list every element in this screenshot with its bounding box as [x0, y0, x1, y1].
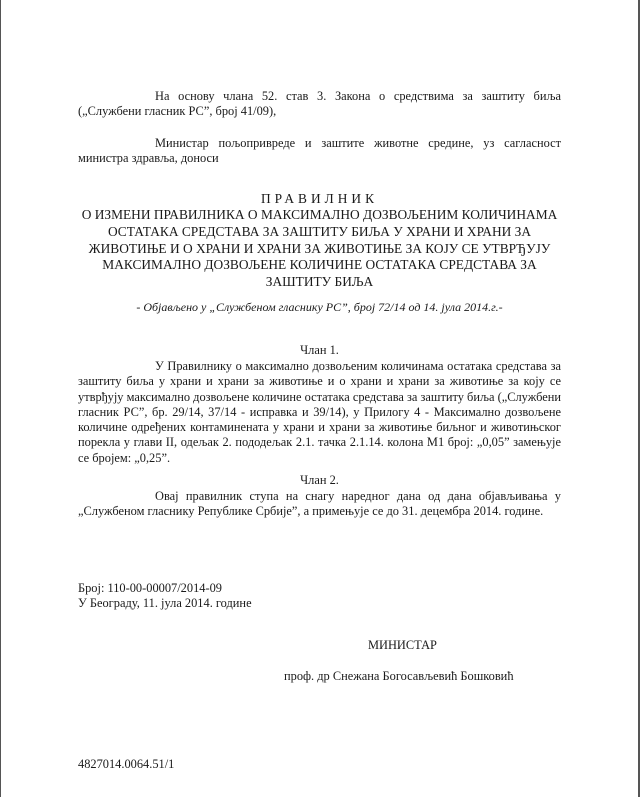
place-and-date: У Београду, 11. јула 2014. године [78, 596, 252, 610]
document-title: ПРАВИЛНИК [260, 191, 379, 206]
signatory-name: проф. др Снежана Богосављевић Бошковић [284, 669, 514, 683]
preamble-minister: Министар пољопривреде и заштите животне средине, уз сагласност министра здравља, доноси [78, 136, 561, 166]
article-1-heading: Члан 1. [300, 343, 339, 357]
subtitle-line: О ИЗМЕНИ ПРАВИЛНИКА О МАКСИМАЛНО ДОЗВОЉЕНИМ КОЛИЧИНАМА [81, 207, 558, 222]
publication-note: - Објављено у „Службеном гласнику РС”, број 72/14 од 14. јула 2014.г.- [136, 300, 503, 314]
subtitle-line: ЖИВОТИЊЕ И О ХРАНИ И ХРАНИ ЗА ЖИВОТИЊЕ ЗА КОЈУ СЕ УТВРЂУЈУ [88, 240, 551, 256]
subtitle-line: ЗАШТИТУ БИЉА [265, 274, 374, 290]
article-1-text: У Правилнику о максимално дозвољеним количинама остатака средстава за заштиту биља у храни и храни за животиње и о храни и храни за животиње за коју се утврђују максимално дозвољене количине остатака средстава за заштиту биља („Службени гласник РС”, бр. 29/14, 37/14 - исправка и 39/14), у Прилогу 4 - Максимално дозвољене количине одређених контаминената у храни и храни за животиње биљног и животињског порекла у глави II, одељак 2. пододељак 2.1. тачка 2.1.14. колона М1 број: „0,05” замењује се бројем: „0,25”. [78, 359, 561, 465]
article-2-heading: Члан 2. [300, 473, 339, 487]
signatory-title: МИНИСТАР [368, 638, 437, 652]
footer-code: 4827014.0064.51/1 [78, 757, 175, 771]
preamble-legal-basis: На основу члана 52. став 3. Закона о средствима за заштиту биља („Службени гласник РС”, број 41/09), [78, 89, 561, 119]
page-border-left [0, 0, 1, 797]
subtitle-line: МАКСИМАЛНО ДОЗВОЉЕНЕ КОЛИЧИНЕ ОСТАТАКА СРЕДСТАВА ЗА [102, 257, 537, 273]
document-subtitle [78, 207, 561, 291]
subtitle-line: ОСТАТАКА СРЕДСТАВА ЗА ЗАШТИТУ БИЉА У ХРАНИ И ХРАНИ ЗА [107, 223, 532, 239]
reference-number: Број: 110-00-00007/2014-09 [78, 581, 222, 595]
article-2-text: Овај правилник ступа на снагу наредног дана од дана објављивања у „Службеном гласнику Републике Србије”, а примењује се до 31. децембра 2014. године. [78, 489, 561, 519]
